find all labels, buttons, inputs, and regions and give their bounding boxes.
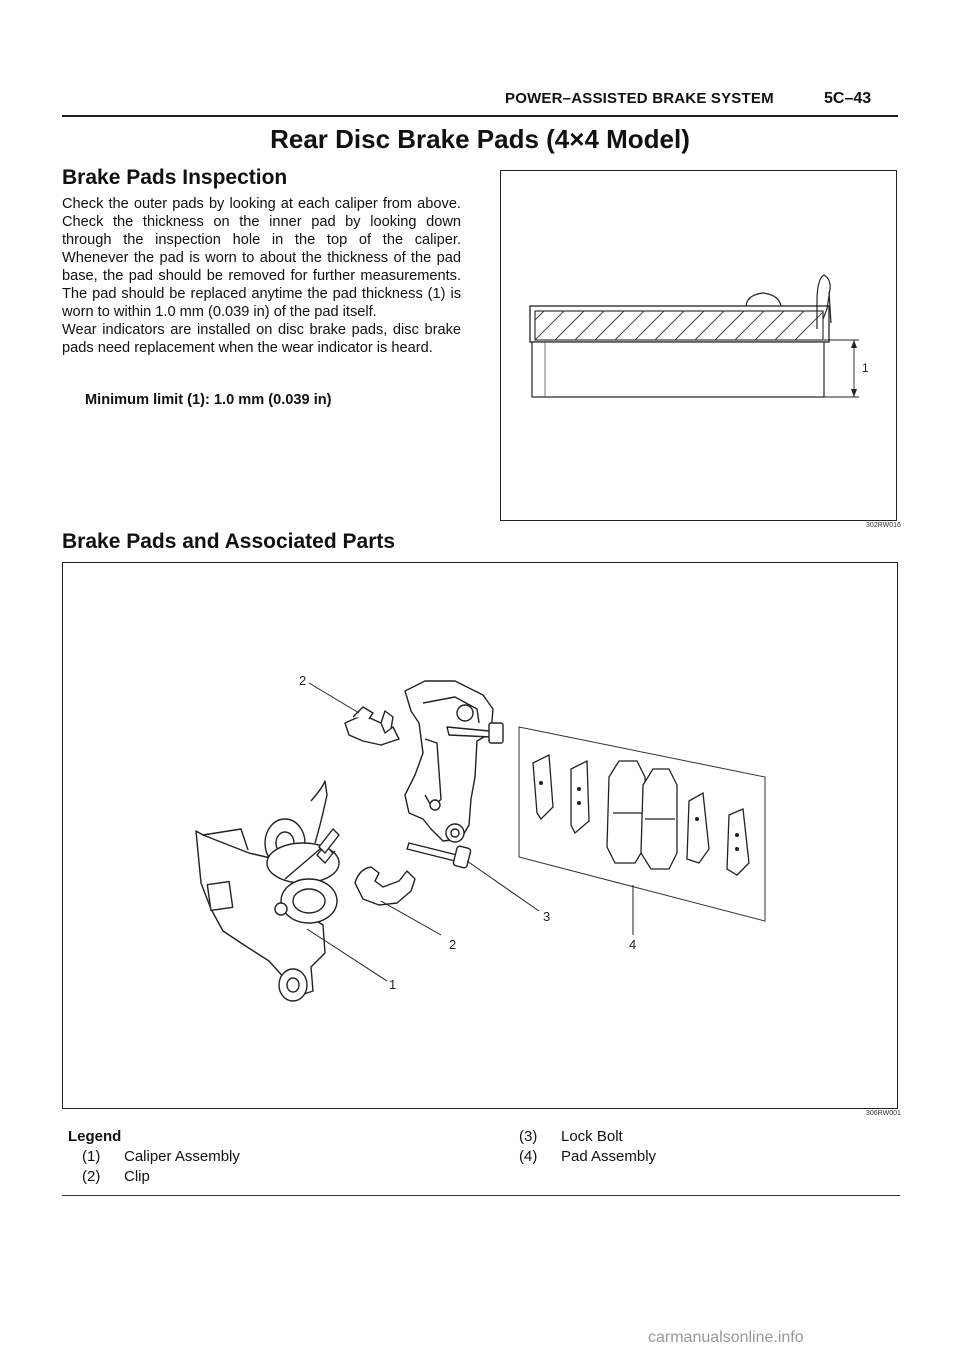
leader-lock-bolt [467, 861, 539, 911]
clip-lower [355, 867, 415, 905]
callout-caliper: 1 [389, 977, 397, 992]
inspection-heading: Brake Pads Inspection [62, 166, 288, 189]
minimum-limit: Minimum limit (1): 1.0 mm (0.039 in) [85, 392, 332, 408]
clip-upper [345, 707, 399, 745]
parts-exploded-view [63, 563, 899, 1110]
caliper-bracket [405, 681, 493, 842]
lock-bolt [407, 843, 471, 868]
page-title: Rear Disc Brake Pads (4×4 Model) [270, 124, 690, 154]
caliper-assembly [196, 781, 339, 1001]
legend-num: (3) [519, 1128, 538, 1145]
leader-clip-lower [381, 901, 441, 935]
watermark: carmanualsonline.info [648, 1329, 804, 1346]
legend-item [519, 1127, 656, 1147]
thickness-callout: 1 [862, 361, 869, 375]
callout-lock-bolt: 3 [543, 909, 551, 924]
wear-indicator [746, 293, 781, 306]
legend-left [68, 1127, 240, 1187]
legend-label: Clip [124, 1168, 150, 1185]
legend-item [68, 1167, 240, 1187]
legend-title: Legend [68, 1128, 122, 1145]
legend-num: (2) [82, 1168, 101, 1185]
legend-num: (4) [519, 1148, 538, 1165]
parts-figure [62, 562, 898, 1109]
inspection-text [62, 195, 461, 357]
inspection-paragraph-2: Wear indicators are installed on disc brake pads, disc brake pads need replacement when the wear indicator is heard. [62, 322, 461, 356]
brake-rotor [532, 342, 824, 397]
section-title: POWER–ASSISTED BRAKE SYSTEM [505, 90, 774, 107]
callout-clip-lower: 2 [449, 937, 457, 952]
legend-num: (1) [82, 1148, 101, 1165]
leader-clip-upper [309, 683, 359, 713]
callout-clip-upper: 2 [299, 673, 307, 688]
legend-item [519, 1147, 656, 1167]
legend-label: Lock Bolt [561, 1128, 623, 1145]
footer-divider [62, 1195, 900, 1196]
legend-item [68, 1147, 240, 1167]
pad-assembly [533, 755, 749, 875]
page-number: 5C–43 [824, 90, 872, 107]
inspection-paragraph-1: Check the outer pads by looking at each caliper from above. Check the thickness on the inner pad by looking down through the inspection hole in the top of the caliper. Whenever the pad is worn to about the thickness of the pad base, the pad should be removed for further measurements. The pad should be replaced anytime the pad thickness (1) is worn to within 1.0 mm (0.039 in) of the pad itself. [62, 196, 461, 320]
callout-pad-assembly: 4 [629, 937, 637, 952]
legend-label: Caliper Assembly [124, 1148, 240, 1165]
figure-code-1: 302RW016 [866, 522, 901, 529]
legend-right [519, 1127, 656, 1167]
pad-thickness-figure [500, 170, 897, 521]
legend-label: Pad Assembly [561, 1148, 657, 1165]
parts-heading: Brake Pads and Associated Parts [62, 530, 396, 553]
figure-code-2: 306RW001 [866, 1110, 901, 1117]
header-divider [62, 115, 898, 117]
pad-thickness-illustration [501, 171, 898, 522]
